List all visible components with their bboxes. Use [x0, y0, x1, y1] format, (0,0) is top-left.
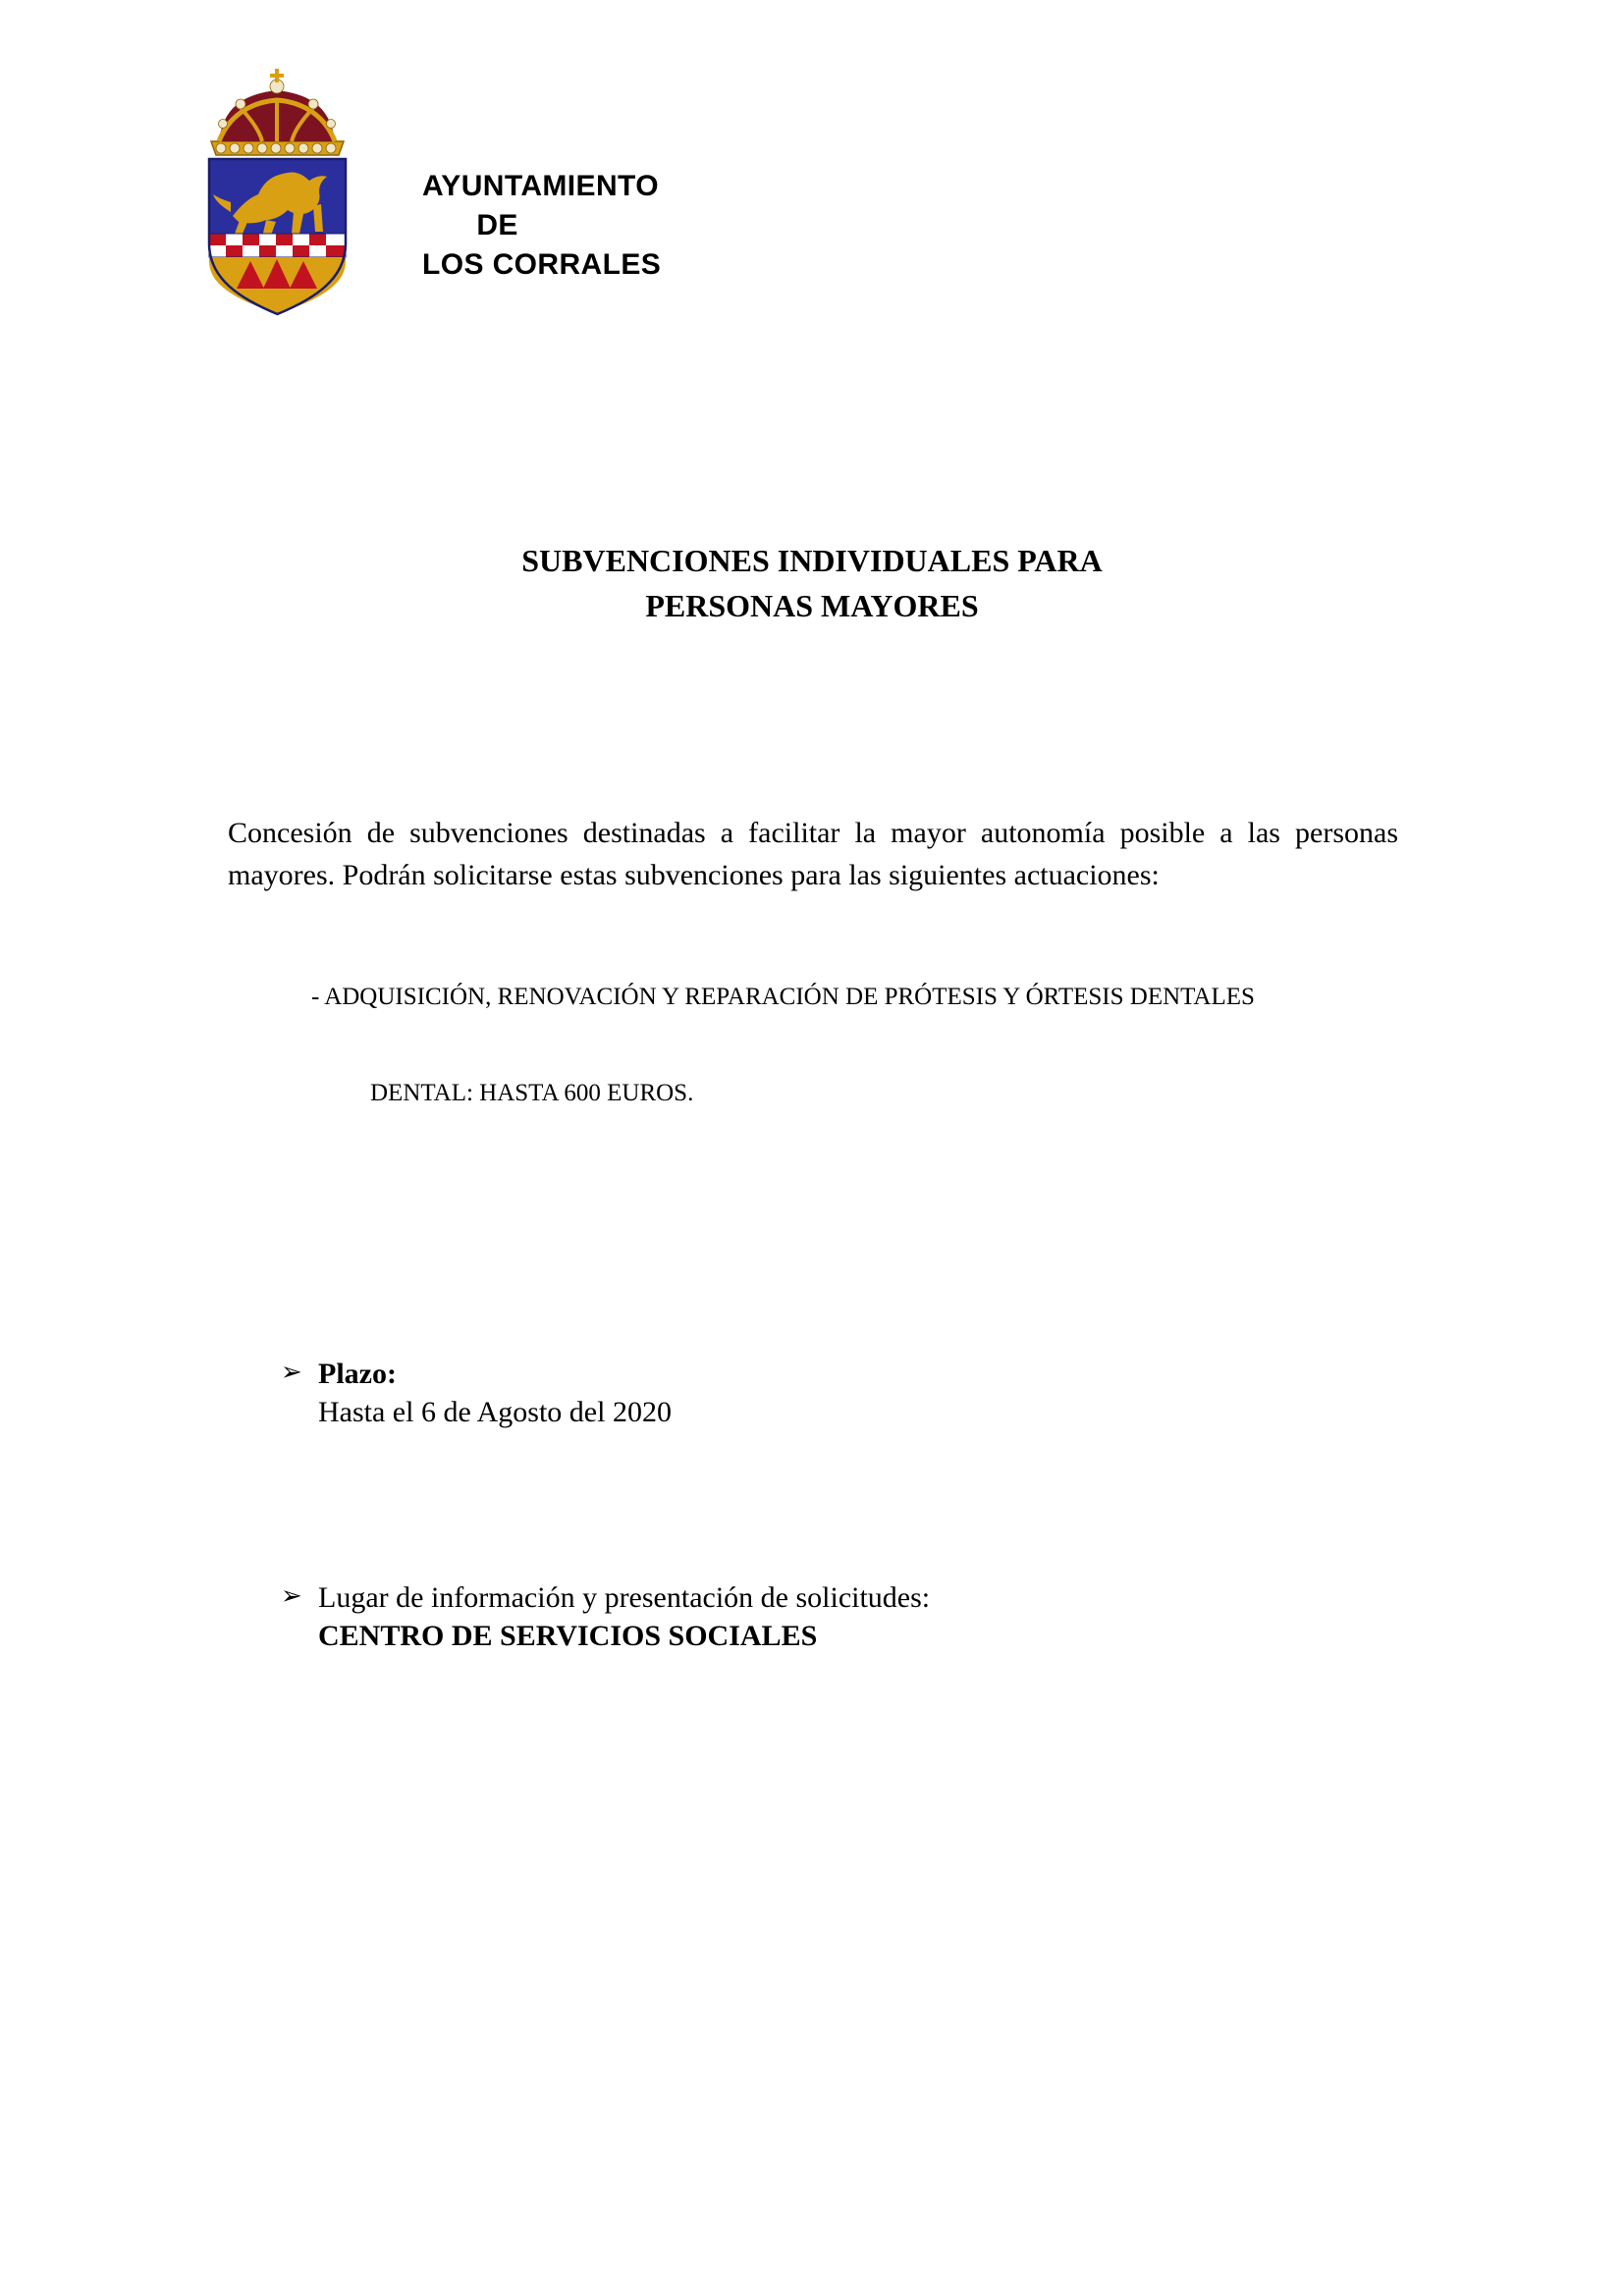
- amount-line: [228, 1080, 1398, 1107]
- section-lugar-value: CENTRO DE SERVICIOS SOCIALES: [318, 1620, 818, 1652]
- document-header: [172, 51, 661, 346]
- section-lugar-label: Lugar de información y presentación de solicitudes:: [318, 1581, 931, 1614]
- section-plazo-label: Plazo:: [318, 1358, 397, 1390]
- section-plazo-value: Hasta el 6 de Agosto del 2020: [318, 1396, 672, 1428]
- intro-paragraph: Concesión de subvenciones destinadas a facilitar la mayor autonomía posible a las personas mayores. Podrán solicitarse estas subvenciones para las siguientes actuaciones:: [228, 817, 1398, 891]
- actuaciones-list-item: [228, 980, 1398, 1015]
- header-line-los-corrales: LOS CORRALES: [422, 247, 662, 281]
- header-line-ayuntamiento: AYUNTAMIENTO: [422, 170, 659, 202]
- dash-marker: -: [311, 984, 320, 1010]
- section-lugar: [281, 1578, 1400, 1657]
- amount-text: DENTAL: HASTA 600 EUROS.: [370, 1080, 694, 1106]
- header-line-de: DE: [476, 208, 518, 241]
- municipality-name: [422, 167, 661, 285]
- arrow-bullet-icon: ➢: [281, 1581, 302, 1610]
- section-plazo: [281, 1355, 1400, 1433]
- arrow-bullet-icon: ➢: [281, 1358, 302, 1386]
- page-title-line2: PERSONAS MAYORES: [645, 588, 979, 624]
- actuaciones-list-item-text: ADQUISICIÓN, RENOVACIÓN Y REPARACIÓN DE PRÓTESIS Y ÓRTESIS DENTALES: [324, 984, 1255, 1010]
- coat-of-arms-icon: [172, 51, 383, 346]
- page-title-line1: SUBVENCIONES INDIVIDUALES PARA: [521, 543, 1103, 578]
- page-title: [0, 538, 1624, 629]
